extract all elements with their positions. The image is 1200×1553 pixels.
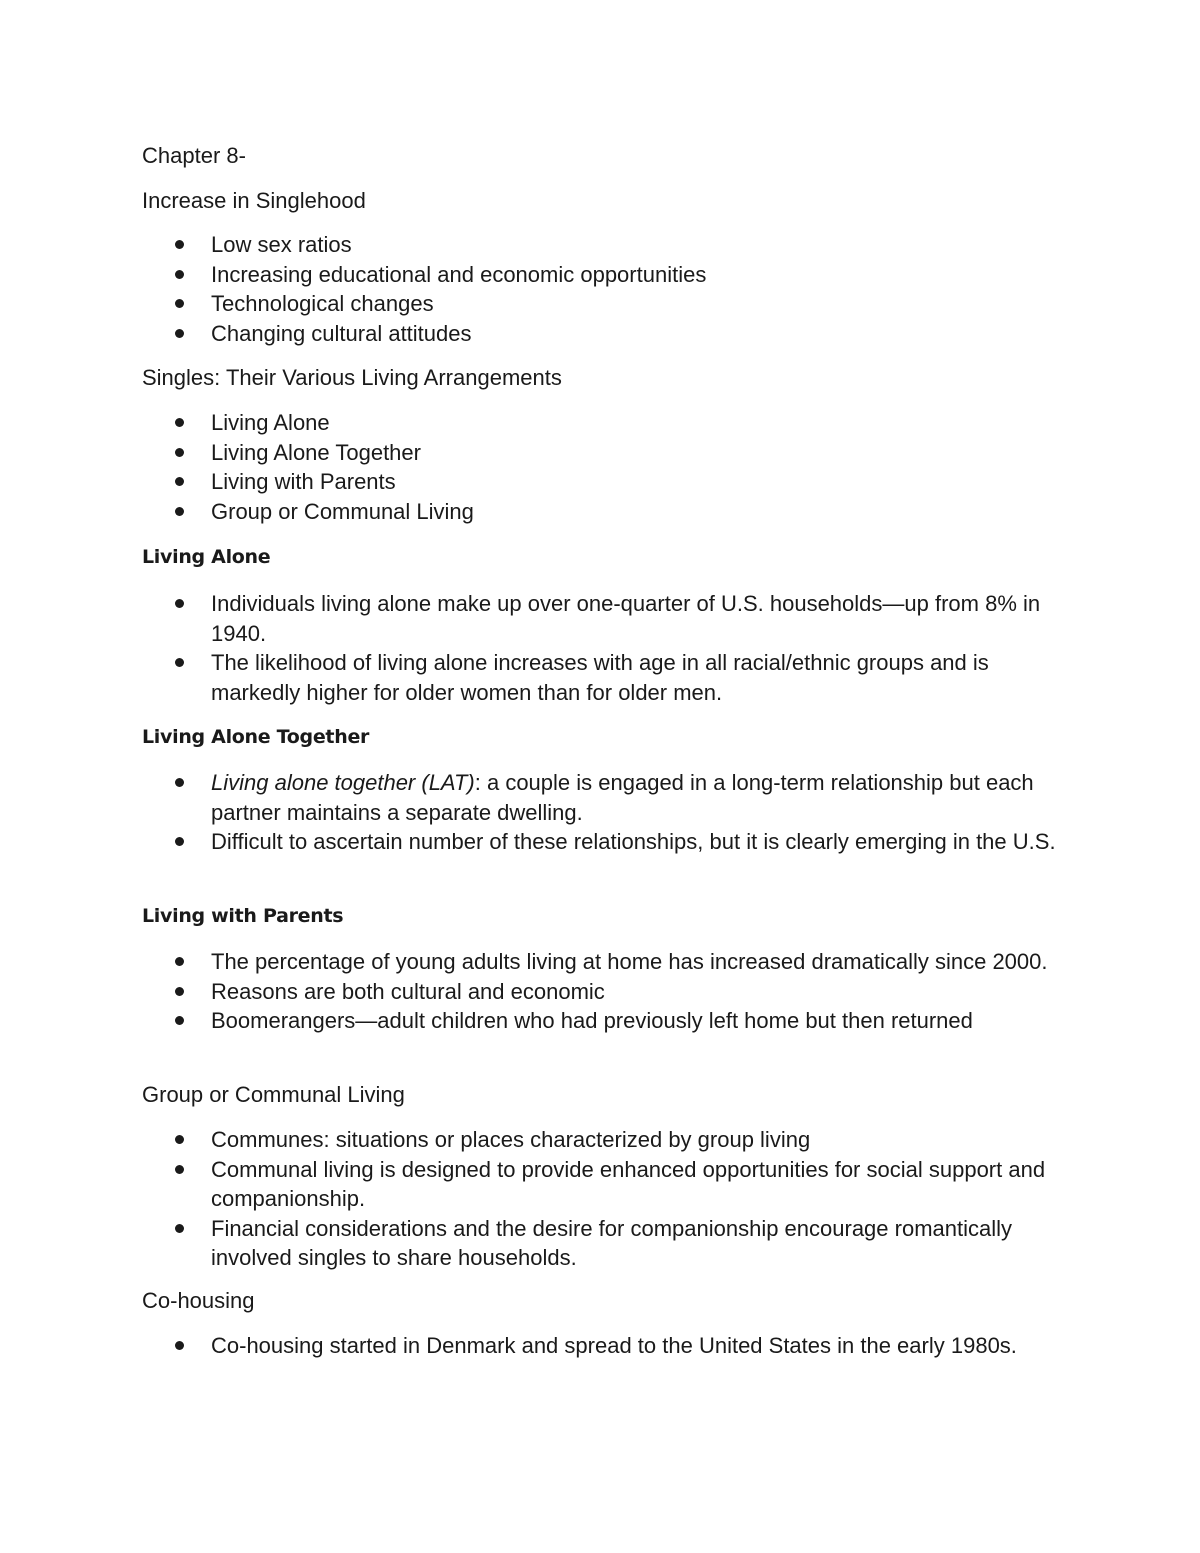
- section-heading-living-alone: Living Alone: [142, 546, 271, 568]
- bullet-icon: [175, 599, 184, 608]
- list-item: The likelihood of living alone increases with age in all racial/ethnic groups and is markedly higher for older women than for older men.: [0, 648, 1071, 707]
- section-heading-increase: Increase in Singlehood: [142, 188, 366, 213]
- bullet-icon: [175, 957, 184, 966]
- section-heading-living-with-parents: Living with Parents: [142, 905, 344, 927]
- section-heading-cohousing: Co-housing: [142, 1288, 255, 1313]
- list-item: Low sex ratios: [0, 230, 1071, 260]
- bullet-icon: [175, 658, 184, 667]
- list-item: Living alone together (LAT): a couple is engaged in a long-term relationship but each partner maintains a separate dwelling.: [0, 768, 1071, 827]
- bullet-icon: [175, 477, 184, 486]
- list-item: Changing cultural attitudes: [0, 319, 1071, 349]
- section-heading-group-communal: Group or Communal Living: [142, 1082, 405, 1107]
- section-heading-living-alone-together: Living Alone Together: [142, 726, 370, 748]
- bullet-icon: [175, 1165, 184, 1174]
- list-item: Difficult to ascertain number of these relationships, but it is clearly emerging in the U.S.: [0, 827, 1071, 857]
- bullet-icon: [175, 1135, 184, 1144]
- bullet-icon: [175, 329, 184, 338]
- bullet-icon: [175, 778, 184, 787]
- list-group-communal: [0, 1125, 1200, 1273]
- defined-term: Living alone together (LAT): [211, 770, 475, 795]
- bullet-icon: [175, 240, 184, 249]
- list-item: Individuals living alone make up over one-quarter of U.S. households—up from 8% in 1940.: [0, 589, 1071, 648]
- list-living-with-parents: [0, 947, 1200, 1036]
- list-item: Boomerangers—adult children who had previously left home but then returned: [0, 1006, 1071, 1036]
- list-item: The percentage of young adults living at home has increased dramatically since 2000.: [0, 947, 1071, 977]
- bullet-icon: [175, 837, 184, 846]
- list-living-alone: [0, 589, 1200, 707]
- bullet-icon: [175, 299, 184, 308]
- list-item: Communes: situations or places characterized by group living: [0, 1125, 1071, 1155]
- list-arrangements: [0, 408, 1200, 526]
- list-item: Technological changes: [0, 289, 1071, 319]
- list-item: Communal living is designed to provide enhanced opportunities for social support and companionship.: [0, 1155, 1071, 1214]
- bullet-icon: [175, 448, 184, 457]
- chapter-title: Chapter 8-: [142, 143, 246, 168]
- bullet-icon: [175, 507, 184, 516]
- section-heading-arrangements: Singles: Their Various Living Arrangements: [142, 365, 562, 390]
- list-item: Financial considerations and the desire for companionship encourage romantically involved singles to share households.: [0, 1214, 1071, 1273]
- list-living-alone-together: [0, 768, 1200, 857]
- list-item: Group or Communal Living: [0, 497, 1071, 527]
- bullet-icon: [175, 418, 184, 427]
- list-item: Living Alone Together: [0, 438, 1071, 468]
- list-item: Living Alone: [0, 408, 1071, 438]
- bullet-icon: [175, 1016, 184, 1025]
- bullet-icon: [175, 987, 184, 996]
- list-item: Living with Parents: [0, 467, 1071, 497]
- bullet-icon: [175, 270, 184, 279]
- bullet-icon: [175, 1341, 184, 1350]
- list-cohousing: [0, 1331, 1200, 1361]
- list-increase: [0, 230, 1200, 348]
- list-item: Reasons are both cultural and economic: [0, 977, 1071, 1007]
- list-item: Increasing educational and economic opportunities: [0, 260, 1071, 290]
- list-item: Co-housing started in Denmark and spread to the United States in the early 1980s.: [0, 1331, 1071, 1361]
- bullet-icon: [175, 1224, 184, 1233]
